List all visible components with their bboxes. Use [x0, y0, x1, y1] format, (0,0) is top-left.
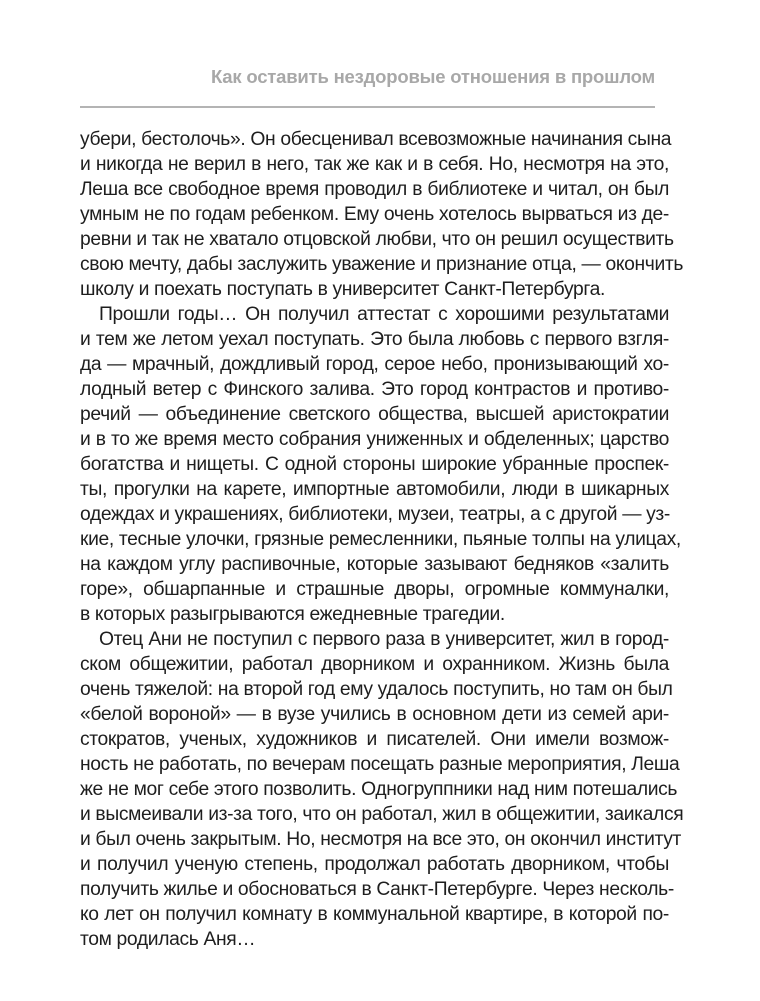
text-line: и тем же летом уехал поступать. Это была любовь с первого взгля- [80, 329, 669, 350]
text-line: ревни и так не хватало отцовской любви, что он решил осуществить [80, 229, 674, 250]
text-line: лодный ветер с Финского залива. Это город контрастов и противо- [80, 379, 669, 400]
text-line: речий — объединение светского общества, высшей аристократии [80, 404, 669, 425]
text-line: кие, тесные улочки, грязные ремесленники, пьяные толпы на улицах, [80, 529, 681, 550]
text-line: свою мечту, дабы заслужить уважение и признание отца, — окончить [80, 254, 684, 275]
text-line: получить жилье и обосноваться в Санкт-Петербурге. Через несколь- [80, 879, 674, 900]
text-line: же не мог себе этого позволить. Одногруппники над ним потешались [80, 779, 678, 800]
header-divider [80, 106, 655, 108]
text-line: ском общежитии, работал дворником и охранником. Жизнь была [80, 654, 669, 675]
text-line: и в то же время место собрания униженных и обделенных; царство [80, 429, 669, 450]
text-line: на каждом углу распивочные, которые зазывают бедняков «залить [80, 554, 669, 575]
text-line: том родилась Аня… [80, 929, 256, 950]
text-line: стократов, ученых, художников и писателей. Они имели возмож- [80, 729, 669, 750]
body-text [80, 127, 684, 952]
text-line: Отец Ани не поступил с первого раза в университет, жил в город- [99, 629, 669, 650]
text-line: школу и поехать поступать в университет Санкт-Петербурга. [80, 279, 606, 300]
text-line: ты, прогулки на карете, импортные автомобили, люди в шикарных [80, 479, 669, 500]
running-header-title: Как оставить нездоровые отношения в прошлом [210, 66, 655, 87]
text-line: и высмеивали из-за того, что он работал, жил в общежитии, заикался [80, 804, 684, 825]
text-line: в которых разыгрываются ежедневные трагедии. [80, 604, 505, 625]
text-line: Леша все свободное время проводил в библиотеке и читал, он был [80, 179, 669, 200]
text-line: убери, бестолочь». Он обесценивал всевозможные начинания сына [80, 129, 672, 150]
text-line: и получил ученую степень, продолжал работать дворником, чтобы [80, 854, 669, 875]
text-line: и был очень закрытым. Но, несмотря на все это, он окончил институт [80, 829, 681, 850]
paragraph-2 [80, 302, 681, 627]
text-line: ность не работать, по вечерам посещать разные мероприятия, Леша [80, 754, 680, 775]
paragraph-1 [80, 127, 684, 302]
text-line: ко лет он получил комнату в коммунальной квартире, в которой по- [80, 904, 669, 925]
paragraph-3 [80, 627, 684, 952]
text-line: Прошли годы… Он получил аттестат с хорошими результатами [99, 304, 669, 325]
text-line: одеждах и украшениях, библиотеки, музеи, театры, а с другой — уз- [80, 504, 670, 525]
text-line: «белой вороной» — в вузе учились в основном дети из семей ари- [80, 704, 669, 725]
text-line: умным не по годам ребенком. Ему очень хотелось вырваться из де- [80, 204, 669, 225]
text-line: очень тяжелой: на второй год ему удалось поступить, но там он был [80, 679, 673, 700]
text-line: богатства и нищеты. С одной стороны широкие убранные проспек- [80, 454, 669, 475]
text-line: и никогда не верил в него, так же как и в себя. Но, несмотря на это, [80, 154, 669, 175]
text-line: горе», обшарпанные и страшные дворы, огромные коммуналки, [80, 579, 669, 600]
text-line: да — мрачный, дождливый город, серое небо, пронизывающий хо- [80, 354, 669, 375]
